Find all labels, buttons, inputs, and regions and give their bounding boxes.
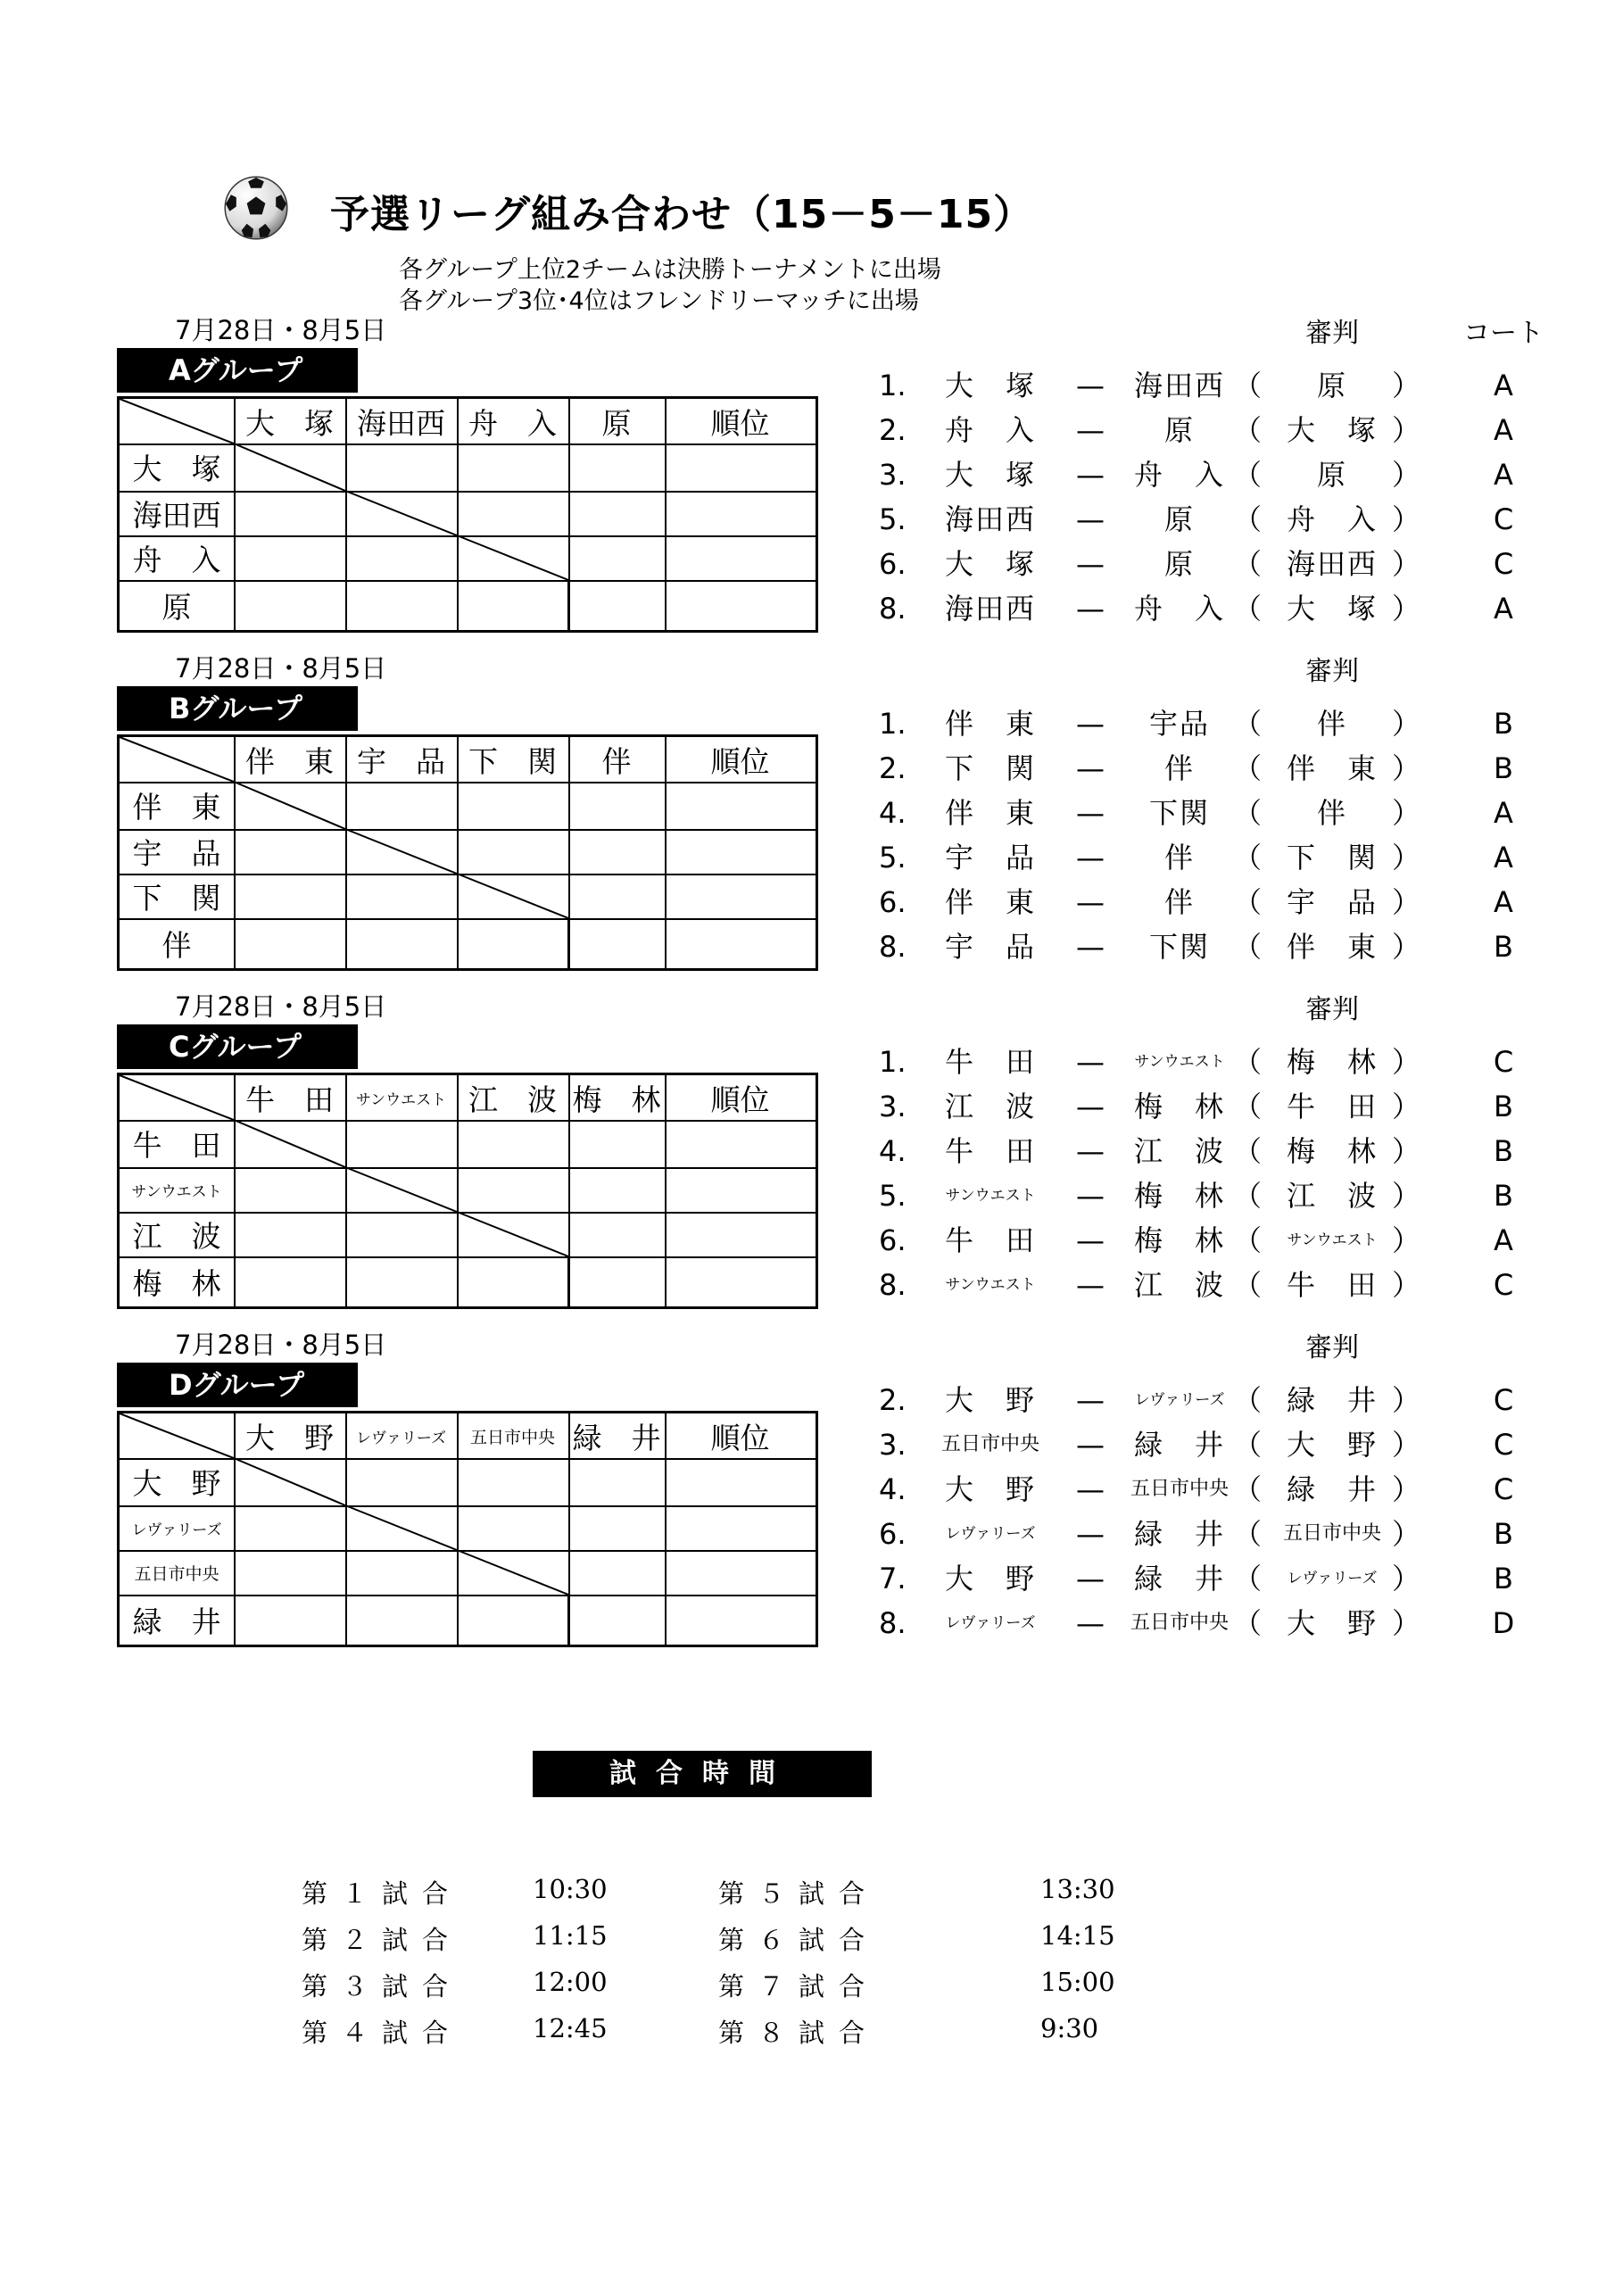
match-row [0,457,1623,493]
group-date: 7月28日・8月5日 [175,653,387,684]
referee-close-paren: ） [1392,1606,1421,1640]
subtitle-line-2: 各グループ3位･4位はフレンドリーマッチに出場 [399,287,919,315]
table-row-team: 原 [161,589,192,625]
table-header-cell: 江 波 [468,1082,557,1117]
match-referee: 牛 田 [1286,1090,1378,1123]
match-row [0,840,1623,875]
match-dash: — [1076,369,1105,402]
match-team-2: 舟 入 [1133,458,1225,492]
match-court: A [1494,841,1513,874]
match-team-1: 大 野 [944,1383,1036,1417]
match-dash: — [1076,707,1105,741]
referee-close-paren: ） [1392,1179,1421,1213]
match-referee: 牛 田 [1286,1268,1378,1302]
match-referee: 海田西 [1286,547,1378,581]
match-number: 8. [879,1606,907,1640]
match-slot-time: 12:45 [533,2013,608,2043]
referee-close-paren: ） [1392,1223,1421,1257]
table-header-cell: 大 野 [245,1420,334,1455]
match-court: B [1494,1562,1513,1596]
match-referee: 江 波 [1286,1179,1378,1213]
referee-open-paren: （ [1233,1383,1263,1417]
match-dash: — [1076,1472,1105,1506]
match-team-2: 緑 井 [1133,1428,1225,1462]
match-team-2: 緑 井 [1133,1562,1225,1596]
match-dash: — [1076,1179,1105,1213]
group-label: Cグループ [117,1024,358,1069]
match-slot-time: 11:15 [533,1920,608,1951]
group-section [0,649,1623,1006]
match-referee: 宇 品 [1286,885,1378,919]
table-row-team: 伴 [161,927,192,963]
match-court: A [1494,369,1513,402]
table-row-team: 梅 林 [132,1265,221,1301]
match-court: B [1494,751,1513,785]
referee-open-paren: （ [1233,796,1263,830]
match-slot-time: 13:30 [1040,1874,1115,1904]
match-number: 1. [879,1045,907,1079]
referee-header: 審判 [1305,656,1359,687]
referee-close-paren: ） [1392,413,1421,447]
referee-open-paren: （ [1233,413,1263,447]
match-referee: レヴァリーズ [1287,1570,1378,1587]
match-dash: — [1076,547,1105,581]
match-number: 3. [879,1428,907,1462]
referee-open-paren: （ [1233,885,1263,919]
match-referee: 緑 井 [1286,1472,1378,1506]
match-row [0,706,1623,742]
match-number: 3. [879,1090,907,1123]
match-court: C [1493,1045,1514,1079]
match-court: A [1494,796,1513,830]
match-slot-label: 第４試合 [302,2018,463,2048]
match-number: 6. [879,547,907,581]
match-dash: — [1076,885,1105,919]
match-court: B [1494,1517,1513,1551]
match-row [0,1516,1623,1552]
match-court: C [1493,1428,1514,1462]
match-team-1: サンウエスト [945,1187,1036,1205]
referee-open-paren: （ [1233,1045,1263,1079]
match-number: 5. [879,1179,907,1213]
match-court: B [1494,930,1513,964]
table-row-team: 江 波 [132,1218,221,1254]
match-slot-label: 第２試合 [302,1925,463,1955]
referee-close-paren: ） [1392,1383,1421,1417]
group-date: 7月28日・8月5日 [175,1330,387,1360]
match-number: 4. [879,1134,907,1168]
match-row [0,1427,1623,1463]
group-section [0,987,1623,1344]
match-court: B [1494,1179,1513,1213]
match-number: 1. [879,369,907,402]
match-referee: 梅 林 [1286,1134,1378,1168]
match-slot-label: 第６試合 [718,1925,880,1955]
match-court: A [1494,885,1513,919]
match-team-2: 伴 [1163,885,1195,919]
match-referee: 原 [1316,458,1347,492]
match-team-2: 原 [1163,502,1195,536]
group-label: Bグループ [117,686,358,731]
match-team-1: レヴァリーズ [945,1525,1036,1543]
referee-open-paren: （ [1233,458,1263,492]
table-header-cell: 順位 [710,743,770,779]
referee-open-paren: （ [1233,1606,1263,1640]
referee-open-paren: （ [1233,592,1263,626]
match-row [0,412,1623,448]
referee-open-paren: （ [1233,1090,1263,1123]
group-date: 7月28日・8月5日 [175,315,387,345]
match-number: 2. [879,1383,907,1417]
match-dash: — [1076,1045,1105,1079]
match-dash: — [1076,1268,1105,1302]
match-team-2: 梅 林 [1133,1179,1225,1213]
match-dash: — [1076,751,1105,785]
referee-open-paren: （ [1233,547,1263,581]
match-number: 5. [879,502,907,536]
match-team-1: 大 塚 [944,458,1036,492]
match-referee: 大 野 [1286,1606,1378,1640]
match-row [0,1605,1623,1641]
match-team-2: 海田西 [1133,369,1225,402]
match-referee: 大 塚 [1286,413,1378,447]
match-number: 4. [879,1472,907,1506]
match-dash: — [1076,458,1105,492]
referee-open-paren: （ [1233,1179,1263,1213]
referee-close-paren: ） [1392,1472,1421,1506]
match-court: A [1494,413,1513,447]
match-number: 4. [879,796,907,830]
match-slot-time: 15:00 [1040,1967,1115,1997]
match-team-1: 大 塚 [944,547,1036,581]
table-row-team: 宇 品 [132,835,221,871]
match-referee: サンウエスト [1287,1231,1378,1249]
referee-close-paren: ） [1392,1090,1421,1123]
table-header-cell: 伴 東 [245,743,334,779]
table-header-cell: 梅 林 [572,1082,661,1117]
referee-close-paren: ） [1392,707,1421,741]
match-referee: 伴 [1316,707,1347,741]
table-row-team: 海田西 [132,497,221,533]
match-row [0,1382,1623,1418]
match-dash: — [1076,1428,1105,1462]
match-team-1: 大 塚 [944,369,1036,402]
match-court: A [1494,1223,1513,1257]
match-referee: 五日市中央 [1282,1522,1381,1545]
table-row-team: 牛 田 [132,1128,221,1163]
match-team-2: 下関 [1148,796,1210,830]
referee-header: 審判 [1305,318,1359,349]
match-number: 2. [879,413,907,447]
referee-close-paren: ） [1392,1268,1421,1302]
match-number: 2. [879,751,907,785]
referee-close-paren: ） [1392,592,1421,626]
match-team-2: 梅 林 [1133,1090,1225,1123]
table-header-cell: レヴァリーズ [356,1429,446,1447]
court-header: コート [1463,318,1544,349]
match-row [0,1133,1623,1169]
match-court: C [1493,1383,1514,1417]
match-number: 7. [879,1562,907,1596]
referee-close-paren: ） [1392,547,1421,581]
table-header-cell: 牛 田 [245,1082,334,1117]
table-header-cell: 下 関 [468,743,557,779]
match-team-2: 五日市中央 [1130,1478,1229,1500]
match-row [0,1561,1623,1596]
match-referee: 伴 東 [1286,930,1378,964]
referee-close-paren: ） [1392,502,1421,536]
match-court: C [1493,547,1514,581]
referee-header: 審判 [1305,994,1359,1025]
referee-close-paren: ） [1392,1134,1421,1168]
match-referee: 伴 [1316,796,1347,830]
match-slot-label: 第８試合 [718,2018,880,2048]
match-team-1: 大 野 [944,1562,1036,1596]
match-team-1: 伴 東 [944,885,1036,919]
match-slot-label: 第５試合 [718,1878,880,1909]
match-court: B [1494,1134,1513,1168]
referee-open-paren: （ [1233,1134,1263,1168]
table-row-team: 下 関 [132,880,221,916]
referee-open-paren: （ [1233,707,1263,741]
match-slot-time: 10:30 [533,1874,608,1904]
match-referee: 大 塚 [1286,592,1378,626]
group-date: 7月28日・8月5日 [175,991,387,1022]
referee-close-paren: ） [1392,796,1421,830]
referee-close-paren: ） [1392,369,1421,402]
match-team-1: 宇 品 [944,930,1036,964]
match-referee: 緑 井 [1286,1383,1378,1417]
match-team-1: 宇 品 [944,841,1036,874]
table-header-cell: 原 [601,405,632,441]
match-row [0,1471,1623,1507]
match-team-1: レヴァリーズ [945,1614,1036,1632]
match-slot-time: 14:15 [1040,1920,1115,1951]
match-row [0,591,1623,626]
table-row-team: 緑 井 [132,1604,221,1639]
match-team-1: 五日市中央 [940,1433,1039,1455]
match-team-1: 下 関 [944,751,1036,785]
table-row-team: サンウエスト [131,1182,222,1201]
match-dash: — [1076,930,1105,964]
match-referee: 下 関 [1286,841,1378,874]
match-team-2: 舟 入 [1133,592,1225,626]
group-label: Aグループ [117,348,358,393]
match-slot-label: 第７試合 [718,1971,880,2002]
match-dash: — [1076,796,1105,830]
match-referee: 大 野 [1286,1428,1378,1462]
match-team-2: 伴 [1163,841,1195,874]
match-team-2: サンウエスト [1134,1053,1225,1071]
match-slot-label: 第１試合 [302,1878,463,1909]
match-team-2: レヴァリーズ [1134,1391,1225,1409]
match-team-2: 宇品 [1148,707,1210,741]
group-section [0,311,1623,667]
match-court: D [1492,1606,1515,1640]
referee-close-paren: ） [1392,1562,1421,1596]
match-referee: 梅 林 [1286,1045,1378,1079]
soccer-ball-icon [223,175,289,241]
table-header-cell: 順位 [710,405,770,441]
table-row-team: 五日市中央 [134,1563,219,1584]
match-court: A [1494,458,1513,492]
match-number: 1. [879,707,907,741]
match-row [0,884,1623,920]
table-row-team: 大 塚 [132,452,221,486]
referee-open-paren: （ [1233,841,1263,874]
table-header-cell: 宇 品 [357,743,445,779]
referee-open-paren: （ [1233,930,1263,964]
match-court: A [1494,592,1513,626]
match-team-2: 伴 [1163,751,1195,785]
match-row [0,750,1623,786]
table-row-team: 大 野 [132,1466,221,1501]
table-header-cell: 順位 [710,1420,770,1455]
match-number: 8. [879,592,907,626]
table-header-cell: 緑 井 [572,1420,661,1455]
match-referee: 舟 入 [1286,502,1378,536]
table-header-cell: 順位 [710,1082,770,1117]
match-dash: — [1076,841,1105,874]
match-team-1: 牛 田 [944,1223,1036,1257]
match-number: 5. [879,841,907,874]
group-section [0,1325,1623,1682]
group-label: Dグループ [117,1363,358,1407]
match-team-2: 江 波 [1133,1134,1225,1168]
match-number: 6. [879,1223,907,1257]
match-team-1: 伴 東 [944,707,1036,741]
match-row [0,795,1623,831]
match-team-2: 原 [1163,413,1195,447]
subtitle-line-1: 各グループ上位2チームは決勝トーナメントに出場 [399,256,941,284]
match-court: C [1493,1268,1514,1302]
match-team-1: 伴 東 [944,796,1036,830]
referee-open-paren: （ [1233,1268,1263,1302]
match-court: B [1494,707,1513,741]
match-slot-time: 12:00 [533,1967,608,1997]
referee-close-paren: ） [1392,885,1421,919]
match-row [0,368,1623,403]
match-court: C [1493,502,1514,536]
match-dash: — [1076,1562,1105,1596]
table-header-cell: 伴 [601,743,632,779]
referee-close-paren: ） [1392,1517,1421,1551]
match-team-2: 江 波 [1133,1268,1225,1302]
match-team-1: 舟 入 [944,413,1036,447]
referee-close-paren: ） [1392,930,1421,964]
match-team-2: 梅 林 [1133,1223,1225,1257]
table-header-cell: サンウエスト [355,1090,447,1109]
match-team-2: 緑 井 [1133,1517,1225,1551]
referee-open-paren: （ [1233,1472,1263,1506]
match-team-2: 原 [1163,547,1195,581]
match-dash: — [1076,1223,1105,1257]
referee-close-paren: ） [1392,841,1421,874]
match-dash: — [1076,1517,1105,1551]
referee-close-paren: ） [1392,751,1421,785]
match-number: 8. [879,1268,907,1302]
referee-close-paren: ） [1392,1045,1421,1079]
match-row [0,1223,1623,1258]
match-court: C [1493,1472,1514,1506]
table-row-team: レヴァリーズ [131,1521,222,1539]
match-team-1: サンウエスト [945,1276,1036,1294]
match-referee: 伴 東 [1286,751,1378,785]
match-team-1: 海田西 [944,502,1036,536]
match-team-1: 牛 田 [944,1134,1036,1168]
match-number: 6. [879,1517,907,1551]
match-row [0,546,1623,582]
match-slot-time: 9:30 [1040,2013,1099,2043]
match-number: 8. [879,930,907,964]
referee-open-paren: （ [1233,369,1263,402]
referee-open-paren: （ [1233,1562,1263,1596]
table-header-cell: 海田西 [357,405,445,441]
match-slot-label: 第３試合 [302,1971,463,2002]
match-dash: — [1076,413,1105,447]
match-team-1: 江 波 [944,1090,1036,1123]
table-header-cell: 五日市中央 [469,1427,555,1447]
match-court: B [1494,1090,1513,1123]
table-row-team: 舟 入 [132,542,221,577]
match-team-2: 五日市中央 [1130,1612,1229,1634]
referee-open-paren: （ [1233,1428,1263,1462]
match-row [0,501,1623,537]
match-dash: — [1076,1134,1105,1168]
referee-open-paren: （ [1233,1517,1263,1551]
referee-open-paren: （ [1233,502,1263,536]
table-header-cell: 大 塚 [245,405,334,441]
match-row [0,1267,1623,1303]
referee-open-paren: （ [1233,1223,1263,1257]
match-dash: — [1076,1090,1105,1123]
match-team-2: 下関 [1148,930,1210,964]
referee-close-paren: ） [1392,458,1421,492]
match-number: 6. [879,885,907,919]
match-referee: 原 [1316,369,1347,402]
match-dash: — [1076,1383,1105,1417]
page-title: 予選リーグ組み合わせ（15－5－15） [330,192,1034,237]
table-header-cell: 舟 入 [468,405,557,441]
referee-open-paren: （ [1233,751,1263,785]
match-dash: — [1076,1606,1105,1640]
referee-close-paren: ） [1392,1428,1421,1462]
table-row-team: 伴 東 [132,790,221,825]
match-team-1: 大 野 [944,1472,1036,1506]
match-team-1: 海田西 [944,592,1036,626]
match-team-1: 牛 田 [944,1045,1036,1079]
match-dash: — [1076,502,1105,536]
match-row [0,1044,1623,1080]
match-row [0,929,1623,965]
referee-header: 審判 [1305,1332,1359,1364]
match-row [0,1089,1623,1124]
match-time-title: 試合時間 [533,1751,872,1797]
match-dash: — [1076,592,1105,626]
match-number: 3. [879,458,907,492]
match-row [0,1178,1623,1214]
